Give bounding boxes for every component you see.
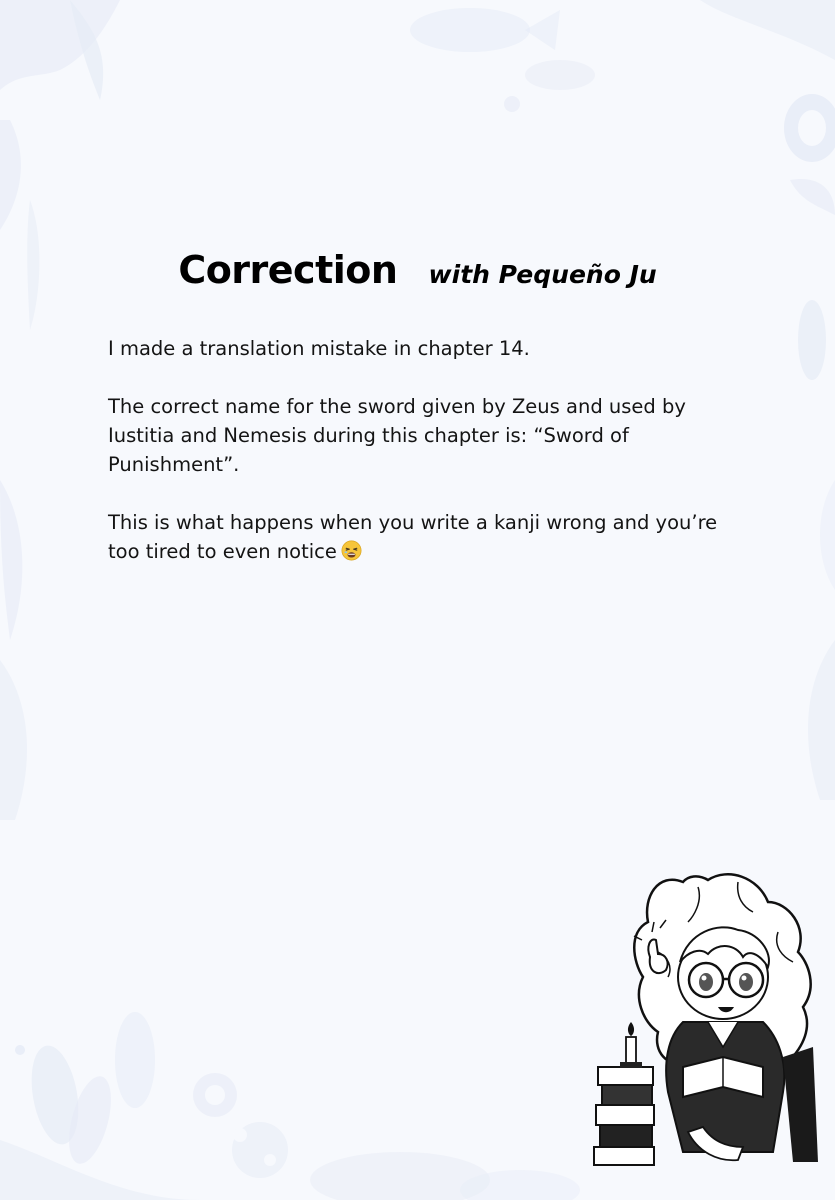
title-main: Correction <box>178 248 398 292</box>
body-text <box>108 334 748 595</box>
tired-face-emoji-icon <box>341 540 362 561</box>
paragraph-3 <box>108 508 748 566</box>
paragraph-3-text: This is what happens when you write a kanji wrong and you’re too tired to even notice <box>108 511 718 563</box>
title-subtitle: with Pequeño Ju <box>428 260 657 289</box>
paragraph-1: I made a translation mistake in chapter 14. <box>108 337 530 360</box>
page-title <box>0 248 835 292</box>
paragraph-2: The correct name for the sword given by Zeus and used by Iustitia and Nemesis during this chapter is: “Sword of Punishment”. <box>108 395 686 476</box>
chibi-girl-with-book-icon <box>588 862 828 1172</box>
